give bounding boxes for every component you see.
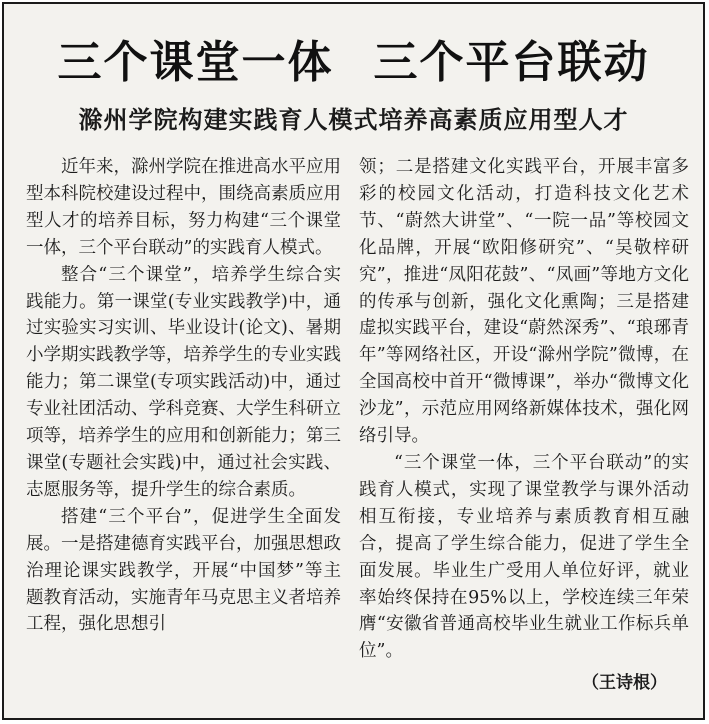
- paragraph-three-classrooms: 整合“三个课堂”，培养学生综合实践能力。第一课堂(专业实践教学)中，通过实验实习实训、毕业设计(论文)、暑期小学期实践教学等，培养学生的专业实践能力；第二课堂(专项实践活动)中，通过专业社团活动、学科竞赛、大学生科研立项等，培养学生的应用和创新能力；第三课堂(专题社会实践)中，通过社会实践、志愿服务等，提升学生的综合素质。: [26, 264, 341, 500]
- newspaper-clipping: [2, 2, 705, 720]
- paragraph-intro: 近年来，滁州学院在推进高水平应用型本科院校建设过程中，围绕高素质应用型人才的培养目标，努力构建“三个课堂一体，三个平台联动”的实践育人模式。: [26, 157, 341, 258]
- paragraph-conclusion: “三个课堂一体，三个平台联动”的实践育人模式，实现了课堂教学与课外活动相互衔接，专业培养与素质教育相互融合，提高了学生综合能力，促进了学生全面发展。毕业生广受用人单位好评，就业率始终保持在95%以上，学校连续三年荣膺“安徽省普通高校毕业生就业工作标兵单位”。: [359, 452, 689, 662]
- paragraph-three-platforms: 搭建“三个平台”，促进学生全面发展。一是搭建德育实践平台，加强思想政治理论课实践教学，开展“中国梦”等主题教育活动，实施青年马克思主义者培养工程，强化思想引: [26, 506, 341, 635]
- author-byline: （王诗根）: [582, 673, 667, 693]
- article-column-right: [359, 154, 689, 665]
- article-column-left: [26, 154, 341, 638]
- paragraph-platforms-continued: 领；二是搭建文化实践平台，开展丰富多彩的校园文化活动，打造科技文化艺术节、“蔚然大讲堂”、“一院一品”等校园文化品牌，开展“欧阳修研究”、“吴敬梓研究”，推进“凤阳花鼓”、“凤画”等地方文化的传承与创新，强化文化熏陶；三是搭建虚拟实践平台，建设“蔚然深秀”、“琅琊青年”等网络社区，开设“滁州学院”微博，在全国高校中首开“微博课”，举办“微博文化沙龙”，示范应用网络新媒体技术，强化网络引导。: [359, 157, 689, 447]
- headline: [4, 26, 703, 90]
- subtitle: 滁州学院构建实践育人模式培养高素质应用型人才: [78, 106, 629, 134]
- headline-part-1: 三个课堂一体: [57, 37, 334, 88]
- headline-part-2: 三个平台联动: [373, 37, 650, 88]
